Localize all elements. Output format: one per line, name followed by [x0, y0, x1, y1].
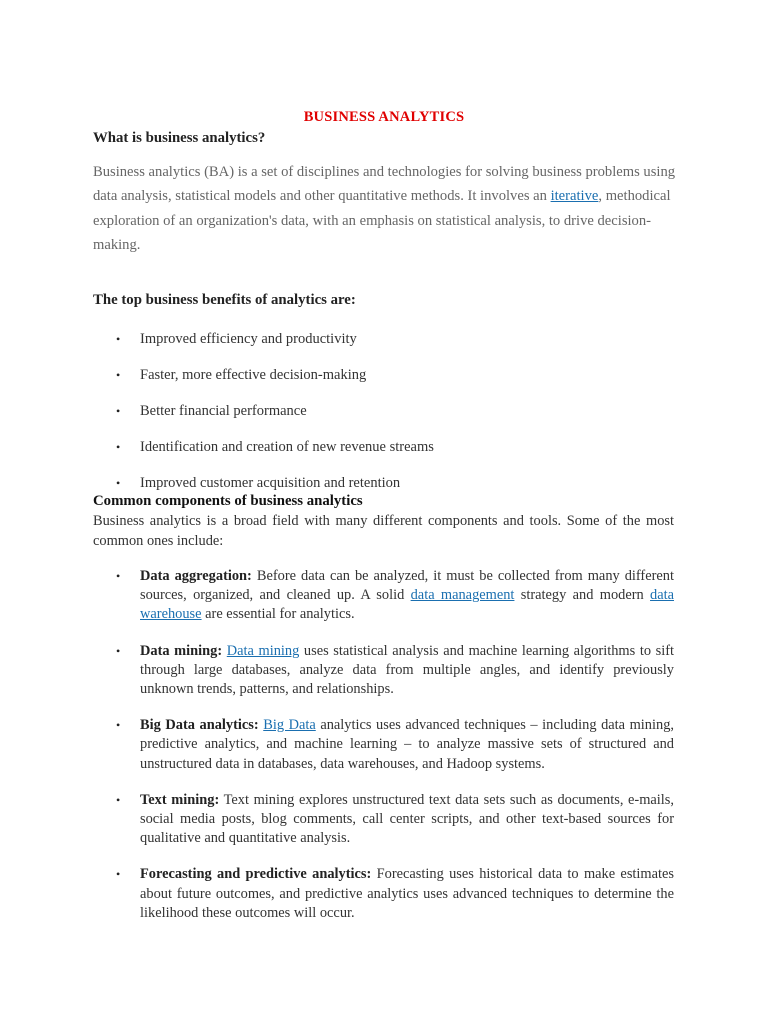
- bullet-icon: •: [116, 867, 121, 882]
- component-text-mining: [93, 791, 674, 849]
- component-text: analytics uses advanced techniques – including data mining, predictive analytics, and machine learning – to analyze massive sets of structured and unstructured data in databases, data warehouses, and Hadoop systems.: [140, 717, 674, 772]
- link-big-data[interactable]: Big Data: [263, 717, 316, 734]
- bullet-icon: •: [116, 569, 121, 583]
- benefits-list: [93, 329, 679, 509]
- component-text: Text mining explores unstructured text data sets such as documents, e-mails, social media posts, blog comments, call center scripts, and other text-based sources for qualitative and quantitative analysis.: [140, 791, 674, 847]
- benefit-text: Better financial performance: [140, 403, 307, 419]
- intro-text-1: Business analytics (BA) is a set of disciplines and technologies for solving business problems using data analysis, statistical models and other quantitative methods. It involves an: [93, 164, 676, 205]
- bullet-icon: •: [116, 404, 121, 418]
- component-text: uses statistical analysis and machine learning algorithms to sift through large databases, analyze data from multiple angles, and identify previously unknown trends, patterns, and relationships.: [140, 642, 674, 698]
- benefit-text: Improved customer acquisition and retention: [140, 475, 401, 491]
- link-data-mining[interactable]: Data mining: [226, 642, 300, 659]
- component-term: Data aggregation:: [140, 568, 252, 584]
- component-term: Text mining:: [140, 791, 220, 808]
- benefit-text: Faster, more effective decision-making: [140, 367, 367, 383]
- component-term: Forecasting and predictive analytics:: [140, 866, 372, 883]
- bullet-icon: •: [116, 792, 121, 807]
- list-item: [93, 401, 679, 437]
- intro-text-2: , methodical exploration of an organization's data, with an emphasis on statistical analysis, to drive decision-making.: [93, 188, 671, 253]
- component-text: strategy and modern: [514, 587, 651, 604]
- components-list: [93, 567, 674, 940]
- bullet-icon: •: [116, 718, 121, 733]
- benefit-text: Improved efficiency and productivity: [140, 331, 357, 347]
- heading-components: Common components of business analytics: [93, 493, 363, 509]
- link-data-warehouse[interactable]: data warehouse: [140, 587, 674, 623]
- bullet-icon: •: [116, 440, 121, 454]
- component-text: are essential for analytics.: [201, 606, 355, 623]
- components-intro: Business analytics is a broad field with many different components and tools. Some of the most common ones include:: [93, 513, 674, 549]
- document-title: BUSINESS ANALYTICS: [303, 109, 465, 125]
- benefit-text: Identification and creation of new revenue streams: [140, 439, 434, 455]
- component-term: Big Data analytics:: [140, 717, 259, 734]
- heading-benefits: The top business benefits of analytics are:: [93, 292, 356, 308]
- intro-paragraph: [93, 160, 679, 257]
- component-data-mining: [93, 642, 674, 700]
- component-forecasting: [93, 865, 674, 923]
- link-data-management[interactable]: data management: [410, 587, 515, 604]
- component-data-aggregation: [93, 567, 674, 625]
- list-item: [93, 365, 679, 401]
- bullet-icon: •: [116, 643, 121, 658]
- list-item: [93, 329, 679, 365]
- bullet-icon: •: [116, 476, 121, 490]
- list-item: [93, 437, 679, 473]
- bullet-icon: •: [116, 332, 121, 346]
- component-text: Before data can be analyzed, it must be collected from many different sources, organized, and cleaned up. A solid: [140, 568, 674, 604]
- link-iterative[interactable]: iterative: [550, 188, 599, 205]
- bullet-icon: •: [116, 368, 121, 382]
- component-big-data: [93, 716, 674, 774]
- component-term: Data mining:: [140, 642, 223, 659]
- heading-what-is-ba: What is business analytics?: [93, 130, 266, 146]
- component-text: Forecasting uses historical data to make estimates about future outcomes, and predictive analytics uses advanced techniques to determine the likelihood these outcomes will occur.: [140, 866, 674, 921]
